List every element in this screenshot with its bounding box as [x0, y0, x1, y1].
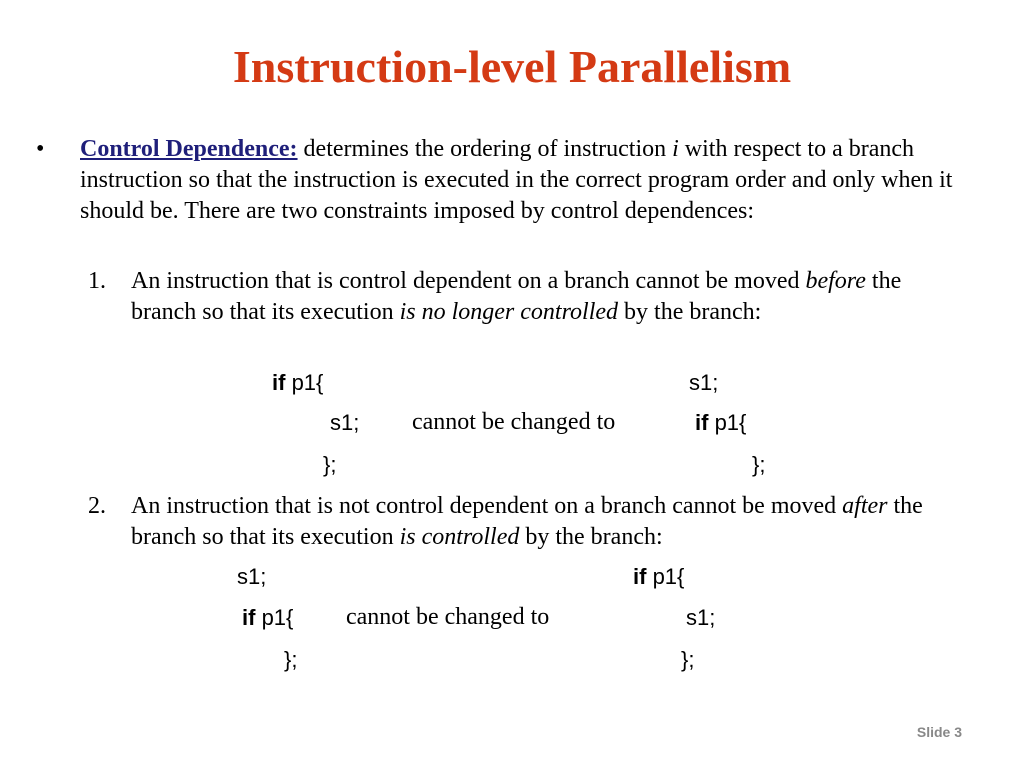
instruction-variable: i: [672, 136, 679, 162]
ex2-right-stmt-line: s1;: [686, 605, 716, 630]
item-2-text-a: An instruction that is not control dependent on a branch cannot be moved: [131, 493, 843, 519]
bullet-text-2: with respect to a branch instruction so that the instruction is executed in the correct program order and only when it should be. There are two constraints imposed by control dependences:: [80, 136, 953, 224]
ex2-left-close-line: };: [284, 647, 298, 672]
ex1-right-stmt-line: s1;: [689, 370, 719, 395]
ex1-right-close-line: };: [752, 452, 766, 477]
slide-number: Slide 3: [916, 724, 962, 740]
ex2-left-if-line: [242, 605, 293, 631]
ex1-left-close-line: };: [323, 452, 337, 477]
ex1-left-stmt-line: s1;: [330, 410, 360, 435]
item-1-text-a: An instruction that is control dependent on a branch cannot be moved: [131, 268, 806, 294]
ex2-left-condition: p1{: [255, 605, 294, 630]
ex2-left-if-keyword: if: [242, 605, 256, 630]
bullet-paragraph: [80, 134, 980, 227]
ex2-right-condition: p1{: [646, 564, 685, 589]
item-2-text-b: the branch so that its execution: [131, 493, 923, 550]
item-2-number: 2.: [88, 493, 106, 519]
ex1-left-if-keyword: if: [272, 370, 286, 395]
ex2-right-if-line: [633, 564, 684, 590]
item-1-emphasis-b: is no longer controlled: [399, 299, 619, 325]
item-2-text-c: by the branch:: [519, 524, 663, 550]
control-dependence-term: Control Dependence:: [80, 136, 298, 162]
item-2-emphasis-b: is controlled: [399, 524, 520, 550]
item-1-text: [131, 266, 971, 328]
ex2-right-close-line: };: [681, 647, 695, 672]
slide-title: Instruction-level Parallelism: [232, 41, 792, 92]
ex1-right-if-line: [695, 410, 746, 436]
ex1-left-condition: p1{: [285, 370, 324, 395]
bullet-text-1: determines the ordering of instruction: [297, 136, 673, 162]
item-1-emphasis-a: before: [805, 268, 866, 294]
item-2-emphasis-a: after: [842, 493, 888, 519]
ex1-right-if-keyword: if: [695, 410, 709, 435]
ex1-left-if-line: [272, 370, 323, 396]
item-1-text-c: by the branch:: [618, 299, 762, 325]
item-2-text: [131, 491, 971, 553]
ex1-connector: cannot be changed to: [412, 409, 616, 435]
ex1-right-condition: p1{: [708, 410, 747, 435]
item-1-number: 1.: [88, 268, 106, 294]
bullet-marker: •: [36, 136, 45, 162]
ex2-right-if-keyword: if: [633, 564, 647, 589]
ex2-connector: cannot be changed to: [346, 604, 550, 630]
ex2-left-stmt-line: s1;: [237, 564, 267, 589]
item-1-text-b: the branch so that its execution: [131, 268, 902, 325]
